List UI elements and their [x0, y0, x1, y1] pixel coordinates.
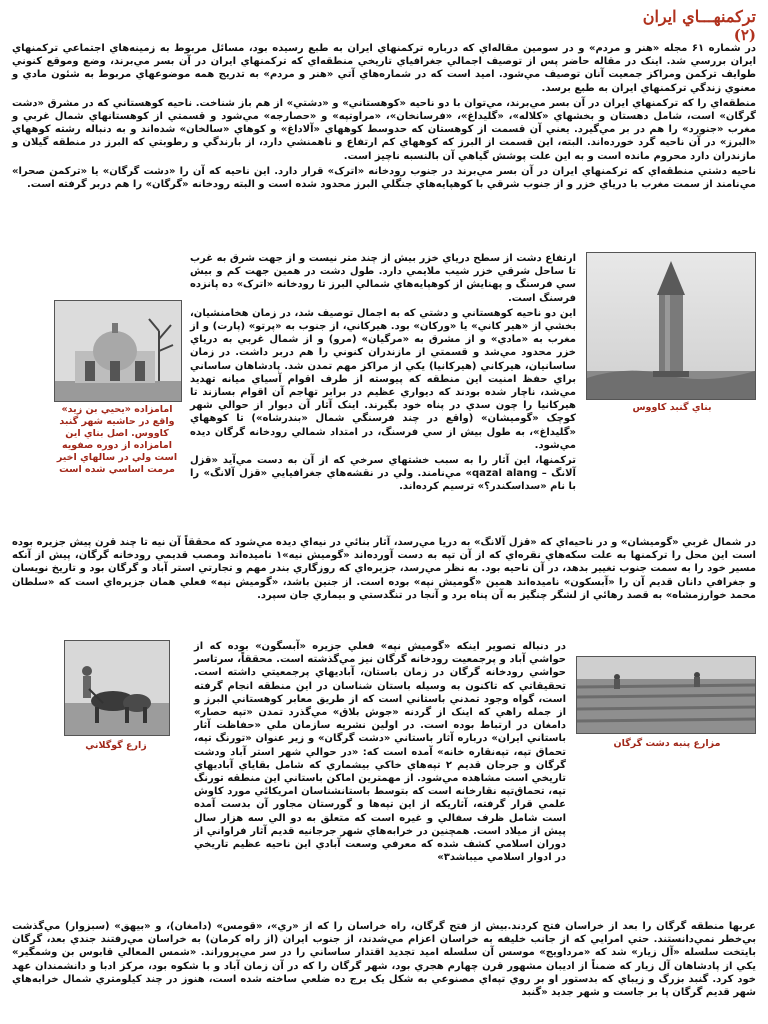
intro-paragraph: ناحيه دشتي منطقه‌اي که ترکمنهاي ايران در آن بسر مي‌برند در جنوب رودخانه «اترک» قرار دارد. اين ناحيه که آن را «دشت گرگان» يا «ترکمن صحرا» مي‌نامند از سمت مغرب با درياي خزر و از جنوب شرقي با کوهپايه‌هاي جنگلي البرز محدود شده است و البته رودخانه «گرگان» را هم دربر گرفته است.: [12, 165, 756, 191]
column-1-text: [190, 252, 576, 496]
title-text: ترکمنهـــاي ايران: [642, 7, 756, 26]
tower-photo: [586, 252, 756, 400]
title-part-number: (۲): [733, 26, 756, 44]
paragraph: در دنباله تصوير اينکه «گوميش نپه» فعلي جزيره «آبسگون» بوده که از حواشي آباد و پرجمعيت رودخانه گرگان نيز مي‌گذشته است. محققاً، سرتاسر حواشي رودخانه گرگان در زمان باستان، آباديهاي پرجمعيتي داشته است. تحقيقاتي که تاکنون به وسيله باستان شناسان در اين منطقه انجام گرفته است، گواه وجود تمدني باستاني است که از طريق معابر کوهستاني البرز و از جمله راهي که اينک از گردنه «جوش بلاق» مي‌گذرد تمدن «تپه حصار» دامغان در ارتباط بوده است. در اولين نشريه سازمان ملي «حفاظت آثار باستاني ايران» درباره آثار باستاني «دشت گرگان» و زير عنوان «تورنگ تپه، تحماق تپه، تپه‌نقاره خانه» آمده است که: «در حوالي شهر استر آباد ودشت گرگان و جرجان قديم ۲ تپه‌هاي خاکي بيشماري که شامل بقاياي آباديهاي تاريخي است مشاهده مي‌شود. از مهمترين اماکن باستاني اين منطقه تورنگ تپه، تحماق‌تپه نقارخانه است که بتوسط باستانشناسان امريکائي مورد کاوش علمي قرار گرفته، آثاريکه از اين تپه‌ها و گورستان مجاور آن بدست آمده است شامل ظرف سفالي و غيره است که متعلق به دو الي سه هزار سال پيش از ميلاد است. همچنين در خرابه‌هاي شهر جرجانيه قديم آثار فراواني از دوران اسلامي کشف شده که معرفي وسعت آبادي اين ناحيه عظيم تاريخي در ادوار اسلامي ميباشد۳»: [194, 641, 566, 864]
shrine-photo: [54, 300, 182, 402]
plowman-caption: زارع گوگلاني: [85, 740, 147, 751]
bottom-text: [12, 920, 756, 1001]
intro-text: [12, 42, 756, 193]
article-title: [643, 8, 756, 44]
plowman-photo: [64, 640, 170, 736]
paragraph: عربها منطقه گرگان را بعد از خراسان فتح کردند.بيش از فتح گرگان، راه خراسان را که از «ري»، «قومس» (دامغان)، و «بيهق» (سبزوار) مي‌گذشت بي‌خطر نمي‌دانستند. حتي امرايي که از جانب خليفه به خراسان اعزام مي‌شدند، از جنوب ايران (از راه کرمان) به خراسان مي‌رفتند جندي بعد، گرگان بايتخت سلسله «آل زيار» شد که «مرداويج» موسس آن سلسله اميد تجديد اقتدار ساساني را در سر مي‌پروراند. «شمس المعالي قابوس بن وشمگير» يکي از پادشاهان آل زيار که ضمناً از اديبان مشهور قرن چهارم هجري بود، شهر گرگان را که در آن زمان آباد و با شکوه بود، مرکز ادبا و دانشمندان عهد خود کرد. گنبد بزرگ و زيباي که بدستور او بر روي تپه‌اي مصنوعي به شکل يک برج ده ضلعي ساخته شده است، هنوز در چند کيلومتري شمال خرابه‌هاي شهر قديم گرگان پا بر جاست و شهر جديد «گنبد: [12, 921, 756, 999]
shrine-caption: امامزاده «يحيي بن زيد» واقع در حاشيه شهر گنبد کاووس. اصل بناي اين امامزاده از دوره صفويه است ولي در سالهاي اخير مرمت اساسي شده است: [56, 404, 178, 475]
tower-caption: بناي گنبد کاووس: [632, 402, 712, 413]
paragraph: اين دو ناحيه کوهستاني و دشتي که به اجمال توصيف شد، در زمان هخامنشيان، بخشي از «هير کاني» يا «ورکان» بود. هيرکاني، از جنوب به «پرتو» (پارت) و از مغرب به «مادي» و از مشرق به «مرگيان» (مرو) و از شمال غربي به درياي خزر محدود مي‌شد و قسمتي از مازندران کنوني را هم دربر داشت. در زمان ساسانيان، هيرکاني (هيرکانيا) يکي از مراکز مهم تمدن شد. پادشاهان ساساني براي حفظ امنيت اين منطقه که پيوسته از طرف اقوام آسياي ميانه تهديد مي‌شد، ناچار شده بودند که ديواري عظيم در برابر تهاجم آن اقوام بسازند تا هيرکانيا را چون سدي در پناه خود بگيرند. اينک آثار آن ديوار از حوالي شهر کوچک «گوميشان» (واقع در چند فرسنگي شمال «بندرشاه») تا کوههاي «گليداغ»، به طول بيش از سي فرسنگ، در امتداد شمالي رودخانه گرگان ديده مي‌شود.: [190, 307, 576, 451]
column-2-text: [194, 640, 566, 866]
cotton-field-caption: مزارع پنبه دشت گرگان: [613, 738, 721, 749]
intro-paragraph: در شماره ۶۱ مجله «هنر و مردم» و در سومين مقاله‌اي که درباره ترکمنهاي ايران به طبع رسيده بود، مسائل مربوط به زمينه‌هاي اجتماعي ترکمنهاي ايران بررسي شد. اينک در مقاله حاضر پس از توصيف اجمالي جغرافياي تاريخي منطقه‌اي که ترکمنهاي ايران در آن بسر مي‌برند، وضع وموقع کنوني طوايف ترکمن ومراکز جمعيت آنان توصيف مي‌شود. اميد است که در شماره‌هاي آتي «هنر و مردم» به تدريج همه موضوعهاي مربوط به شئون مادي و معنوي زندگي ترکمنهاي ايران به طبع برسد.: [12, 43, 756, 94]
paragraph: در شمال غربي «گوميشان» و در ناحيه‌اي که «قزل آلانگ» به دريا مي‌رسد، آثار بنائي در نيه‌اي ديده مي‌شود که محققاً آن نيه تا چند قرن پيش جزيره بوده است اين محل را ترکمنها به علت سکه‌هاي نقره‌اي که از آن تپه به دست آورده‌اند «گوميش نيه»۱ ناميده‌اند ومصب قديمي رودخانه گرگان، پيش از آنکه مسير خود را به سمت جنوب تغيير بدهد، در آن ناحيه بود. به نظر مي‌رسد، جزيره‌اي که روزگاري بندر مهم و تجارتي استر آباد و گرگان بود و تاريخ نويسان و جغرافي دانان قديم آن را «آبسکون» ناميده‌اند همين «گوميش نپه» بوده است. از جنين باشد، «گوميش نپه» فعلي همان جزيره‌اي است که «سلطان محمد خوارزمشاه» به قصد رهائي از لشگر چنگيز به آن پناه برد و آنجا در تنگدستي و بيماري جان سپرد.: [12, 537, 756, 601]
paragraph: ترکمنها، اين آثار را به سبب خشتهاي سرخي که از آن به دست مي‌آيد «قزل آلانگ – qazal alang» مي‌نامند. ولي در نقشه‌هاي جغرافيايي «قزل آلانگ» را با نام «سداسکندر؟» ترسيم کرده‌اند.: [190, 455, 576, 493]
intro-paragraph: منطقه‌اي را که ترکمنهاي ايران در آن بسر مي‌برند، مي‌توان با دو ناحيه «کوهستاني» و «دشتي» از هم باز شناخت. ناحيه کوهستاني که در مشرق «دشت گرگان» است، شامل دهستان و بخشهاي «کلاله»، «گليداغ»، «فرسانخان»، «مراوتپه» و «حصارجه» مي‌شود و قسمتي از کوهستانهاي شمال غربي و مغرب «جنورد» را هم در بر مي‌گيرد. يعني آن قسمت از کوهستان که حدوسط کوههاي «آلاداغ» و کوهاي «سالخان» شده‌اند و به دنباله رشته کوههاي «البرز» در آن ناحيه گرد خورده‌اند. البته، اين قسمت از البرز که کوههاي کم ارتفاع و ناهمنشي دارد، از بارندگي و رطوبتي که البرز در منطقه گيلان و مازندران دارد محروم مانده است و به اين علت پوشش گياهي آن بالنسبه ناچيز است.: [12, 97, 756, 162]
paragraph: ارتفاع دشت از سطح درياي خزر بيش از چند متر نيست و از جهت شرق به غرب تا ساحل شرقي خزر شيب ملايمي دارد. طول دشت در همين جهت کم و بيش سي فرسنگ و پهنايش از کوهپايه‌هاي شمالي البرز تا رودخانه «اترک» ده پانزده فرسنگ است.: [190, 253, 576, 304]
cotton-field-photo: [576, 656, 756, 734]
middle-text: [12, 536, 756, 604]
